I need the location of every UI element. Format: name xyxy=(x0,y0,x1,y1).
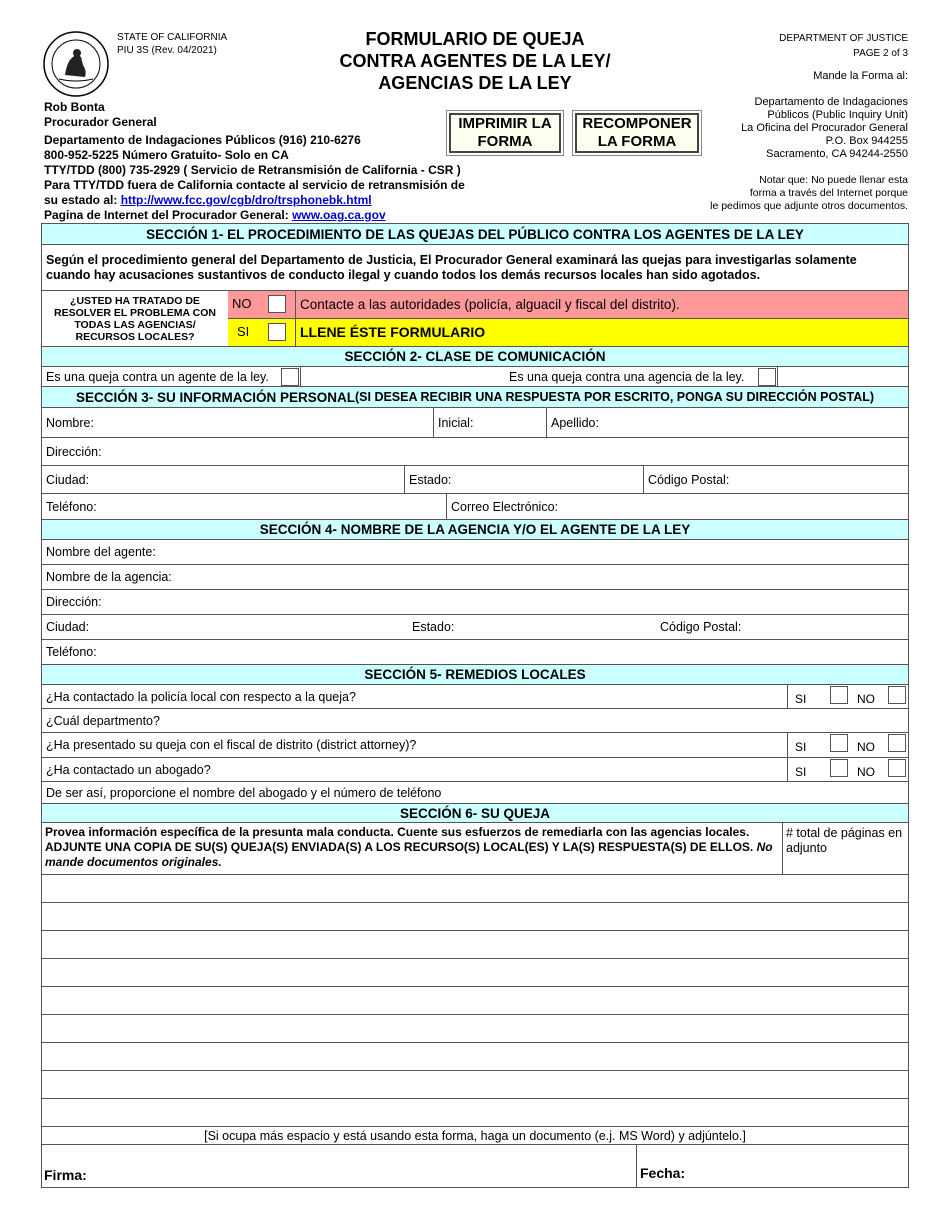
complaint-line[interactable] xyxy=(42,931,908,959)
no-instruction: Contacte a las autoridades (policía, alguacil y fiscal del distrito). xyxy=(300,297,680,312)
s5-da-row xyxy=(42,733,908,758)
contact-line: Para TTY/TDD fuera de California contacte al servicio de retransmisión de xyxy=(44,178,465,192)
state-seal-icon xyxy=(43,31,109,97)
address-line: Sacramento, CA 94244-2550 xyxy=(766,148,908,160)
police-si-label: SI xyxy=(795,692,807,706)
note-line: Notar que: No puede llenar esta xyxy=(759,174,908,186)
s6-instructions-italic: No mande documentos originales. xyxy=(45,840,773,869)
title-line-2: CONTRA AGENTES DE LA LEY/ xyxy=(339,51,611,71)
section-1-header: SECCIÓN 1- EL PROCEDIMIENTO DE LAS QUEJAS DEL PÚBLICO CONTRA LOS AGENTES DE LA LEY xyxy=(42,224,908,245)
no-checkbox[interactable] xyxy=(268,295,286,313)
police-no-label: NO xyxy=(857,692,875,706)
nombre-field[interactable]: Nombre: xyxy=(46,415,94,430)
s3-city-row xyxy=(42,466,908,494)
si-label: SI xyxy=(237,324,250,339)
section-1-text: Según el procedimiento general del Departamento de Justicia, El Procurador General examinará las quejas para investigarlas solamente cuando hay acusaciones sustantivos de conducto ilegal y cuando todos los demás recursos locales han sido agotados. xyxy=(42,245,908,291)
q-police: ¿Ha contactado la policía local con respecto a la queja? xyxy=(46,689,356,704)
contact-line: 800-952-5225 Número Gratuito- Solo en CA xyxy=(44,148,289,162)
title-line-1: FORMULARIO DE QUEJA xyxy=(365,29,585,49)
complaint-line[interactable] xyxy=(42,959,908,987)
oag-link[interactable]: www.oag.ca.gov xyxy=(292,208,386,222)
lawyer-info-field[interactable]: De ser así, proporcione el nombre del abogado y el número de teléfono xyxy=(46,785,442,800)
s6-instructions xyxy=(45,825,780,870)
note-line: le pedimos que adjunte otros documentos. xyxy=(710,200,908,212)
lawyer-si-checkbox[interactable] xyxy=(830,759,848,777)
si-instruction: LLENE ÉSTE FORMULARIO xyxy=(300,324,486,340)
contact-line: Departamento de Indagaciones Públicos (916) 210-6276 xyxy=(44,133,361,147)
s3-phone-row xyxy=(42,494,908,520)
page-title xyxy=(300,28,650,94)
section-3-subtitle: (SI DESEA RECIBIR UNA RESPUESTA POR ESCRITO, PONGA SU DIRECCIÓN POSTAL) xyxy=(355,390,875,404)
ciudad-field[interactable]: Ciudad: xyxy=(46,472,90,487)
form-number: PIU 3S (Rev. 04/2021) xyxy=(117,45,217,56)
official-title: Procurador General xyxy=(44,115,157,129)
agencia-field[interactable]: Nombre de la agencia: xyxy=(46,570,172,584)
department-name: DEPARTMENT OF JUSTICE xyxy=(779,33,908,44)
section-3-title: SECCIÓN 3- SU INFORMACIÓN PERSONAL xyxy=(75,389,355,405)
mail-to-label: Mande la Forma al: xyxy=(813,70,908,82)
agencia-codigo-field[interactable]: Código Postal: xyxy=(660,620,742,634)
state-name: STATE OF CALIFORNIA xyxy=(117,32,228,43)
no-option-row xyxy=(228,291,908,319)
estado-label: su estado al: xyxy=(44,193,121,207)
firma-label: Firma: xyxy=(44,1167,87,1183)
s4-phone-row xyxy=(42,640,908,665)
section-5-header: SECCIÓN 5- REMEDIOS LOCALES xyxy=(42,665,908,685)
police-no-checkbox[interactable] xyxy=(888,686,906,704)
no-label: NO xyxy=(232,296,252,311)
s4-city-row xyxy=(42,615,908,640)
estado-field[interactable]: Estado: xyxy=(409,472,452,487)
q-district-attorney: ¿Ha presentado su queja con el fiscal de distrito (district attorney)? xyxy=(46,738,417,752)
complaint-line[interactable] xyxy=(42,987,908,1015)
s1-question-block xyxy=(42,291,908,347)
s3-address-row xyxy=(42,438,908,466)
police-si-checkbox[interactable] xyxy=(830,686,848,704)
agencia-estado-field[interactable]: Estado: xyxy=(412,620,455,634)
da-no-checkbox[interactable] xyxy=(888,734,906,752)
q-department[interactable]: ¿Cuál departmento? xyxy=(46,713,160,728)
print-form-button[interactable]: IMPRIMIR LA FORMA xyxy=(449,113,561,153)
complaint-line[interactable] xyxy=(42,1043,908,1071)
complaint-line[interactable] xyxy=(42,1099,908,1127)
agencia-direccion-field[interactable]: Dirección: xyxy=(46,595,102,609)
header-dept-block xyxy=(700,31,908,61)
fecha-label: Fecha: xyxy=(640,1165,686,1181)
lawyer-no-checkbox[interactable] xyxy=(888,759,906,777)
s3-name-row xyxy=(42,408,908,438)
address-line: Públicos (Public Inquiry Unit) xyxy=(767,109,908,121)
complaint-form xyxy=(41,223,909,1188)
fcc-link[interactable]: http://www.fcc.gov/cgb/dro/trsphonebk.html xyxy=(120,193,372,207)
direccion-field[interactable]: Dirección: xyxy=(46,444,102,459)
codigo-postal-field[interactable]: Código Postal: xyxy=(648,472,730,487)
internet-note xyxy=(690,174,908,213)
s5-police-row xyxy=(42,685,908,709)
s2-agency-checkbox[interactable] xyxy=(758,368,776,386)
contact-line: TTY/TDD (800) 735-2929 ( Servicio de Retransmisión de California - CSR ) xyxy=(44,163,461,177)
lawyer-no-label: NO xyxy=(857,765,875,779)
s4-agent-row xyxy=(42,540,908,565)
page-number: PAGE 2 of 3 xyxy=(853,48,908,59)
agente-field[interactable]: Nombre del agente: xyxy=(46,545,156,559)
attached-pages-label[interactable]: # total de páginas en adjunto xyxy=(786,826,903,855)
web-label: Pagina de Internet del Procurador General: xyxy=(44,208,293,222)
telefono-field[interactable]: Teléfono: xyxy=(46,499,97,514)
s2-option-agent-label: Es una queja contra un agente de la ley. xyxy=(46,370,269,384)
q-lawyer: ¿Ha contactado un abogado? xyxy=(46,762,211,777)
section-6-header: SECCIÓN 6- SU QUEJA xyxy=(42,804,908,823)
s6-instructions-row xyxy=(42,823,908,875)
official-block xyxy=(44,100,157,130)
s4-agency-row xyxy=(42,565,908,590)
agencia-telefono-field[interactable]: Teléfono: xyxy=(46,645,97,659)
contact-block xyxy=(44,133,465,223)
s2-agent-checkbox[interactable] xyxy=(281,368,299,386)
s1-question: ¿USTED HA TRATADO DE RESOLVER EL PROBLEMA CON TODAS LAS AGENCIAS/ RECURSOS LOCALES? xyxy=(54,294,216,343)
s5-department-row xyxy=(42,709,908,733)
header-state-block xyxy=(117,31,227,57)
section-3-header xyxy=(42,387,908,408)
si-checkbox[interactable] xyxy=(268,323,286,341)
s6-instructions-text: Provea información específica de la presunta mala conducta. Cuente sus esfuerzos de remediarla con las agencias locales. ADJUNTE UNA COPIA DE SU(S) QUEJA(S) ENVIADA(S) A LOS RECURSO(S) LOCAL(ES) Y LA(S) RESPUESTA(S) DE ELLOS. xyxy=(45,825,754,854)
complaint-line[interactable] xyxy=(42,1015,908,1043)
signature-row xyxy=(42,1145,908,1187)
address-line: P.O. Box 944255 xyxy=(825,135,908,147)
mail-address xyxy=(700,96,908,161)
complaint-line[interactable] xyxy=(42,1071,908,1099)
s5-lawyer-row xyxy=(42,758,908,782)
section-2-header: SECCIÓN 2- CLASE DE COMUNICACIÓN xyxy=(42,347,908,367)
da-no-label: NO xyxy=(857,740,875,754)
reset-form-button[interactable]: RECOMPONER LA FORMA xyxy=(575,113,699,153)
note-line: forma a través del Internet porque xyxy=(749,187,908,199)
title-line-3: AGENCIAS DE LA LEY xyxy=(378,73,572,93)
complaint-line[interactable] xyxy=(42,903,908,931)
complaint-line[interactable] xyxy=(42,875,908,903)
lawyer-si-label: SI xyxy=(795,765,807,779)
correo-field[interactable]: Correo Electrónico: xyxy=(451,499,558,514)
apellido-field[interactable]: Apellido: xyxy=(551,415,599,430)
s2-options-row xyxy=(42,367,908,387)
s5-lawyer-info-row xyxy=(42,782,908,804)
official-name: Rob Bonta xyxy=(44,100,105,114)
agencia-ciudad-field[interactable]: Ciudad: xyxy=(46,620,90,634)
address-line: Departamento de Indagaciones xyxy=(754,96,908,108)
extra-space-note: [Si ocupa más espacio y está usando esta forma, haga un documento (e.j. MS Word) y adjúntelo.] xyxy=(42,1127,908,1145)
si-option-row xyxy=(228,319,908,346)
da-si-label: SI xyxy=(795,740,807,754)
da-si-checkbox[interactable] xyxy=(830,734,848,752)
address-line: La Oficina del Procurador General xyxy=(741,122,908,134)
section-4-header: SECCIÓN 4- NOMBRE DE LA AGENCIA Y/O EL AGENTE DE LA LEY xyxy=(42,520,908,540)
s4-address-row xyxy=(42,590,908,615)
inicial-field[interactable]: Inicial: xyxy=(438,415,474,430)
s2-option-agency-label: Es una queja contra una agencia de la ley. xyxy=(509,370,745,384)
